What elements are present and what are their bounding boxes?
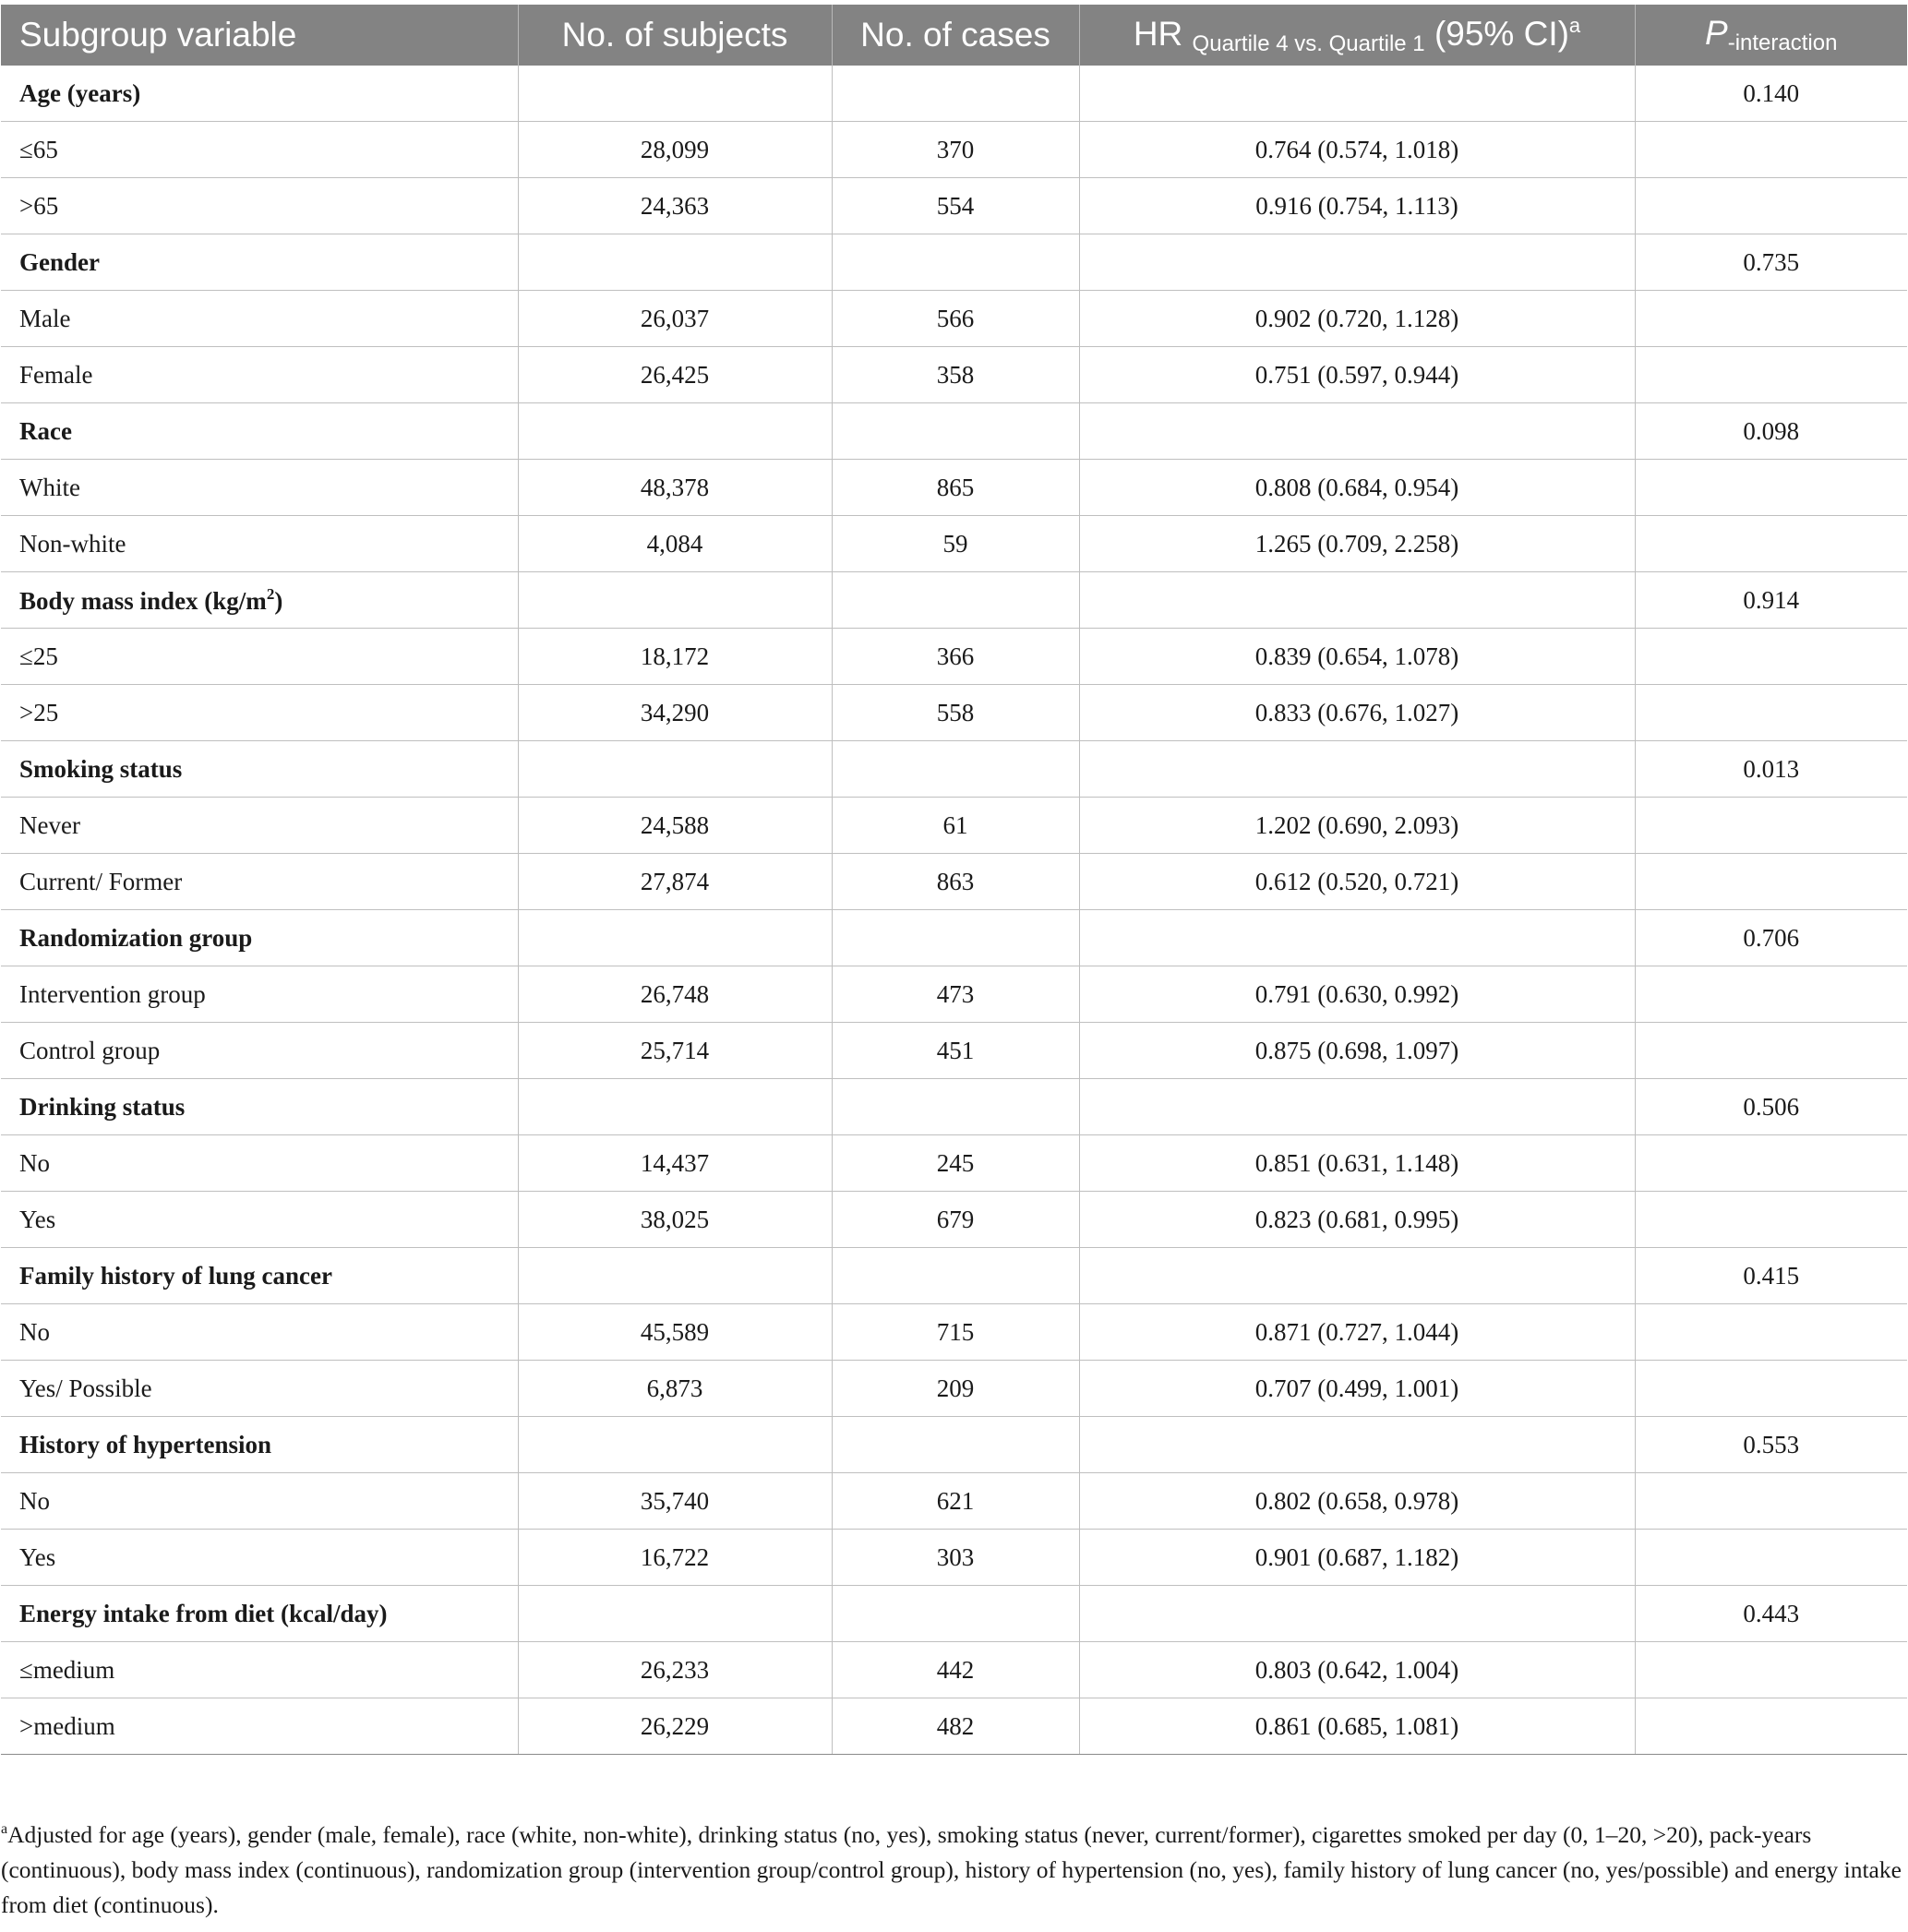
header-row (1, 5, 1907, 66)
group-header-row (1, 910, 1907, 966)
header-no-of-subjects: No. of subjects (518, 5, 832, 66)
table-row (1, 122, 1907, 178)
empty-cell (1635, 122, 1907, 178)
subjects-count: 28,099 (518, 122, 832, 178)
header-hr-subscript: Quartile 4 vs. Quartile 1 (1192, 30, 1425, 56)
empty-cell (1635, 1023, 1907, 1079)
cases-count: 566 (832, 291, 1079, 347)
empty-cell (1635, 516, 1907, 572)
empty-cell (1079, 1079, 1635, 1135)
cases-count: 863 (832, 854, 1079, 910)
cases-count: 358 (832, 347, 1079, 403)
hazard-ratio-ci: 0.803 (0.642, 1.004) (1079, 1642, 1635, 1698)
group-label-text: Family history of lung cancer (19, 1261, 332, 1290)
subgroup-label: No (1, 1473, 518, 1530)
empty-cell (832, 910, 1079, 966)
header-p-subscript: -interaction (1727, 30, 1838, 55)
empty-cell (1635, 1530, 1907, 1586)
subgroup-label: No (1, 1135, 518, 1192)
subjects-count: 26,425 (518, 347, 832, 403)
empty-cell (1079, 741, 1635, 798)
empty-cell (1635, 1642, 1907, 1698)
empty-cell (1635, 178, 1907, 234)
footnote-text: Adjusted for age (years), gender (male, female), race (white, non-white), drinking status (no, yes), smoking status (never, current/former), cigarettes smoked per day (0, 1–20, >20), pack-years (continuous), body mass index (continuous), randomization group (intervention group/control group), history of hypertension (no, yes), family history of lung cancer (no, yes/possible) and energy intake from diet (continuous). (1, 1821, 1902, 1918)
hazard-ratio-ci: 0.875 (0.698, 1.097) (1079, 1023, 1635, 1079)
p-interaction-value: 0.706 (1635, 910, 1907, 966)
table-row (1, 1135, 1907, 1192)
subgroup-label: No (1, 1304, 518, 1361)
group-header-row (1, 572, 1907, 629)
table-row (1, 854, 1907, 910)
group-label-end: ) (274, 586, 283, 615)
table-header (1, 5, 1907, 66)
subjects-count: 25,714 (518, 1023, 832, 1079)
subgroup-label: White (1, 460, 518, 516)
empty-cell (518, 403, 832, 460)
header-hr-footnote-marker: a (1568, 13, 1581, 37)
table-row (1, 1473, 1907, 1530)
subgroup-hr-table (1, 5, 1907, 1755)
group-label (1, 1248, 518, 1304)
table-row (1, 1304, 1907, 1361)
empty-cell (1079, 403, 1635, 460)
group-header-row (1, 403, 1907, 460)
group-label-text: History of hypertension (19, 1430, 271, 1458)
group-label-text: Race (19, 416, 72, 445)
group-label (1, 1079, 518, 1135)
empty-cell (1635, 1192, 1907, 1248)
subgroup-label: Control group (1, 1023, 518, 1079)
subgroup-label: Non-white (1, 516, 518, 572)
table-row (1, 291, 1907, 347)
cases-count: 366 (832, 629, 1079, 685)
group-header-row (1, 66, 1907, 122)
hazard-ratio-ci: 0.871 (0.727, 1.044) (1079, 1304, 1635, 1361)
p-interaction-value: 0.098 (1635, 403, 1907, 460)
group-label (1, 910, 518, 966)
empty-cell (1635, 291, 1907, 347)
hazard-ratio-ci: 0.916 (0.754, 1.113) (1079, 178, 1635, 234)
subgroup-label: ≤medium (1, 1642, 518, 1698)
cases-count: 679 (832, 1192, 1079, 1248)
empty-cell (1635, 1698, 1907, 1755)
table-row (1, 516, 1907, 572)
empty-cell (1635, 629, 1907, 685)
table-row (1, 178, 1907, 234)
footnote (1, 1812, 1904, 1923)
empty-cell (832, 572, 1079, 629)
subgroup-label: Intervention group (1, 966, 518, 1023)
cases-count: 245 (832, 1135, 1079, 1192)
subgroup-label: Yes (1, 1192, 518, 1248)
subjects-count: 26,233 (518, 1642, 832, 1698)
header-subgroup-variable: Subgroup variable (1, 5, 518, 66)
hazard-ratio-ci: 0.802 (0.658, 0.978) (1079, 1473, 1635, 1530)
empty-cell (1079, 1586, 1635, 1642)
empty-cell (518, 1079, 832, 1135)
empty-cell (832, 66, 1079, 122)
group-label (1, 572, 518, 629)
empty-cell (1635, 685, 1907, 741)
group-label-text: Randomization group (19, 923, 253, 952)
p-interaction-value: 0.914 (1635, 572, 1907, 629)
cases-count: 370 (832, 122, 1079, 178)
hazard-ratio-ci: 0.901 (0.687, 1.182) (1079, 1530, 1635, 1586)
cases-count: 865 (832, 460, 1079, 516)
table-row (1, 1023, 1907, 1079)
empty-cell (1079, 572, 1635, 629)
hazard-ratio-ci: 0.707 (0.499, 1.001) (1079, 1361, 1635, 1417)
empty-cell (1635, 460, 1907, 516)
empty-cell (518, 1586, 832, 1642)
hazard-ratio-ci: 0.861 (0.685, 1.081) (1079, 1698, 1635, 1755)
cases-count: 473 (832, 966, 1079, 1023)
empty-cell (1079, 66, 1635, 122)
p-interaction-value: 0.553 (1635, 1417, 1907, 1473)
table-row (1, 460, 1907, 516)
group-label-text: Gender (19, 247, 100, 276)
header-no-of-cases: No. of cases (832, 5, 1079, 66)
footnote-marker: a (1, 1821, 8, 1837)
subgroup-label: Never (1, 798, 518, 854)
empty-cell (832, 1417, 1079, 1473)
empty-cell (1635, 798, 1907, 854)
p-interaction-value: 0.013 (1635, 741, 1907, 798)
empty-cell (1079, 1248, 1635, 1304)
empty-cell (832, 234, 1079, 291)
empty-cell (518, 910, 832, 966)
subjects-count: 38,025 (518, 1192, 832, 1248)
table-row (1, 1698, 1907, 1755)
group-header-row (1, 234, 1907, 291)
empty-cell (518, 66, 832, 122)
subgroup-label: >65 (1, 178, 518, 234)
cases-count: 451 (832, 1023, 1079, 1079)
group-label (1, 1417, 518, 1473)
empty-cell (1079, 1417, 1635, 1473)
hazard-ratio-ci: 0.808 (0.684, 0.954) (1079, 460, 1635, 516)
subjects-count: 26,229 (518, 1698, 832, 1755)
subjects-count: 26,037 (518, 291, 832, 347)
header-p-interaction (1635, 5, 1907, 66)
cases-count: 558 (832, 685, 1079, 741)
group-header-row (1, 1079, 1907, 1135)
empty-cell (832, 1248, 1079, 1304)
group-label (1, 1586, 518, 1642)
hazard-ratio-ci: 1.265 (0.709, 2.258) (1079, 516, 1635, 572)
empty-cell (1079, 910, 1635, 966)
p-interaction-value: 0.506 (1635, 1079, 1907, 1135)
subgroup-label: >25 (1, 685, 518, 741)
hazard-ratio-ci: 0.791 (0.630, 0.992) (1079, 966, 1635, 1023)
cases-count: 61 (832, 798, 1079, 854)
group-label (1, 66, 518, 122)
empty-cell (832, 1586, 1079, 1642)
group-header-row (1, 1248, 1907, 1304)
group-label-text: Drinking status (19, 1092, 186, 1121)
group-label-text: Smoking status (19, 754, 183, 783)
empty-cell (1635, 347, 1907, 403)
p-interaction-value: 0.140 (1635, 66, 1907, 122)
p-interaction-value: 0.735 (1635, 234, 1907, 291)
table-row (1, 685, 1907, 741)
hazard-ratio-ci: 0.839 (0.654, 1.078) (1079, 629, 1635, 685)
group-label-superscript: 2 (266, 584, 275, 603)
empty-cell (518, 1417, 832, 1473)
hazard-ratio-ci: 0.833 (0.676, 1.027) (1079, 685, 1635, 741)
empty-cell (1635, 966, 1907, 1023)
group-header-row (1, 741, 1907, 798)
header-hazard-ratio (1079, 5, 1635, 66)
p-interaction-value: 0.443 (1635, 1586, 1907, 1642)
group-label-text: Body mass index (kg/m (19, 586, 267, 615)
subjects-count: 6,873 (518, 1361, 832, 1417)
empty-cell (1635, 854, 1907, 910)
subgroup-label: ≤65 (1, 122, 518, 178)
hazard-ratio-ci: 0.751 (0.597, 0.944) (1079, 347, 1635, 403)
hazard-ratio-ci: 0.902 (0.720, 1.128) (1079, 291, 1635, 347)
cases-count: 554 (832, 178, 1079, 234)
empty-cell (832, 741, 1079, 798)
group-label (1, 741, 518, 798)
cases-count: 303 (832, 1530, 1079, 1586)
subgroup-label: Yes (1, 1530, 518, 1586)
subjects-count: 48,378 (518, 460, 832, 516)
empty-cell (832, 1079, 1079, 1135)
table-row (1, 966, 1907, 1023)
subgroup-label: ≤25 (1, 629, 518, 685)
subjects-count: 24,363 (518, 178, 832, 234)
header-p-label: P (1705, 14, 1728, 52)
hazard-ratio-ci: 0.612 (0.520, 0.721) (1079, 854, 1635, 910)
empty-cell (518, 572, 832, 629)
subjects-count: 14,437 (518, 1135, 832, 1192)
subgroup-label: Female (1, 347, 518, 403)
empty-cell (1635, 1473, 1907, 1530)
subjects-count: 4,084 (518, 516, 832, 572)
cases-count: 482 (832, 1698, 1079, 1755)
table-row (1, 1530, 1907, 1586)
subjects-count: 35,740 (518, 1473, 832, 1530)
table-row (1, 629, 1907, 685)
p-interaction-value: 0.415 (1635, 1248, 1907, 1304)
group-label (1, 234, 518, 291)
subgroup-label: Yes/ Possible (1, 1361, 518, 1417)
empty-cell (518, 234, 832, 291)
subjects-count: 45,589 (518, 1304, 832, 1361)
subgroup-label: Current/ Former (1, 854, 518, 910)
table-row (1, 347, 1907, 403)
subgroup-label: >medium (1, 1698, 518, 1755)
group-label-text: Energy intake from diet (kcal/day) (19, 1599, 388, 1627)
empty-cell (1079, 234, 1635, 291)
header-hr-ci: (95% CI) (1434, 14, 1569, 53)
subjects-count: 24,588 (518, 798, 832, 854)
subgroup-label: Male (1, 291, 518, 347)
cases-count: 209 (832, 1361, 1079, 1417)
empty-cell (1635, 1135, 1907, 1192)
header-hr-label: HR (1133, 14, 1183, 53)
cases-count: 59 (832, 516, 1079, 572)
empty-cell (518, 741, 832, 798)
group-label-text: Age (years) (19, 78, 141, 107)
table-row (1, 798, 1907, 854)
empty-cell (518, 1248, 832, 1304)
subjects-count: 34,290 (518, 685, 832, 741)
table-row (1, 1642, 1907, 1698)
hazard-ratio-ci: 0.823 (0.681, 0.995) (1079, 1192, 1635, 1248)
group-label (1, 403, 518, 460)
group-header-row (1, 1586, 1907, 1642)
table-row (1, 1361, 1907, 1417)
cases-count: 621 (832, 1473, 1079, 1530)
hazard-ratio-ci: 1.202 (0.690, 2.093) (1079, 798, 1635, 854)
cases-count: 442 (832, 1642, 1079, 1698)
hazard-ratio-ci: 0.851 (0.631, 1.148) (1079, 1135, 1635, 1192)
cases-count: 715 (832, 1304, 1079, 1361)
subjects-count: 27,874 (518, 854, 832, 910)
hazard-ratio-ci: 0.764 (0.574, 1.018) (1079, 122, 1635, 178)
subjects-count: 26,748 (518, 966, 832, 1023)
empty-cell (1635, 1304, 1907, 1361)
subjects-count: 18,172 (518, 629, 832, 685)
empty-cell (1635, 1361, 1907, 1417)
table-body (1, 66, 1907, 1755)
table-row (1, 1192, 1907, 1248)
group-header-row (1, 1417, 1907, 1473)
subjects-count: 16,722 (518, 1530, 832, 1586)
empty-cell (832, 403, 1079, 460)
